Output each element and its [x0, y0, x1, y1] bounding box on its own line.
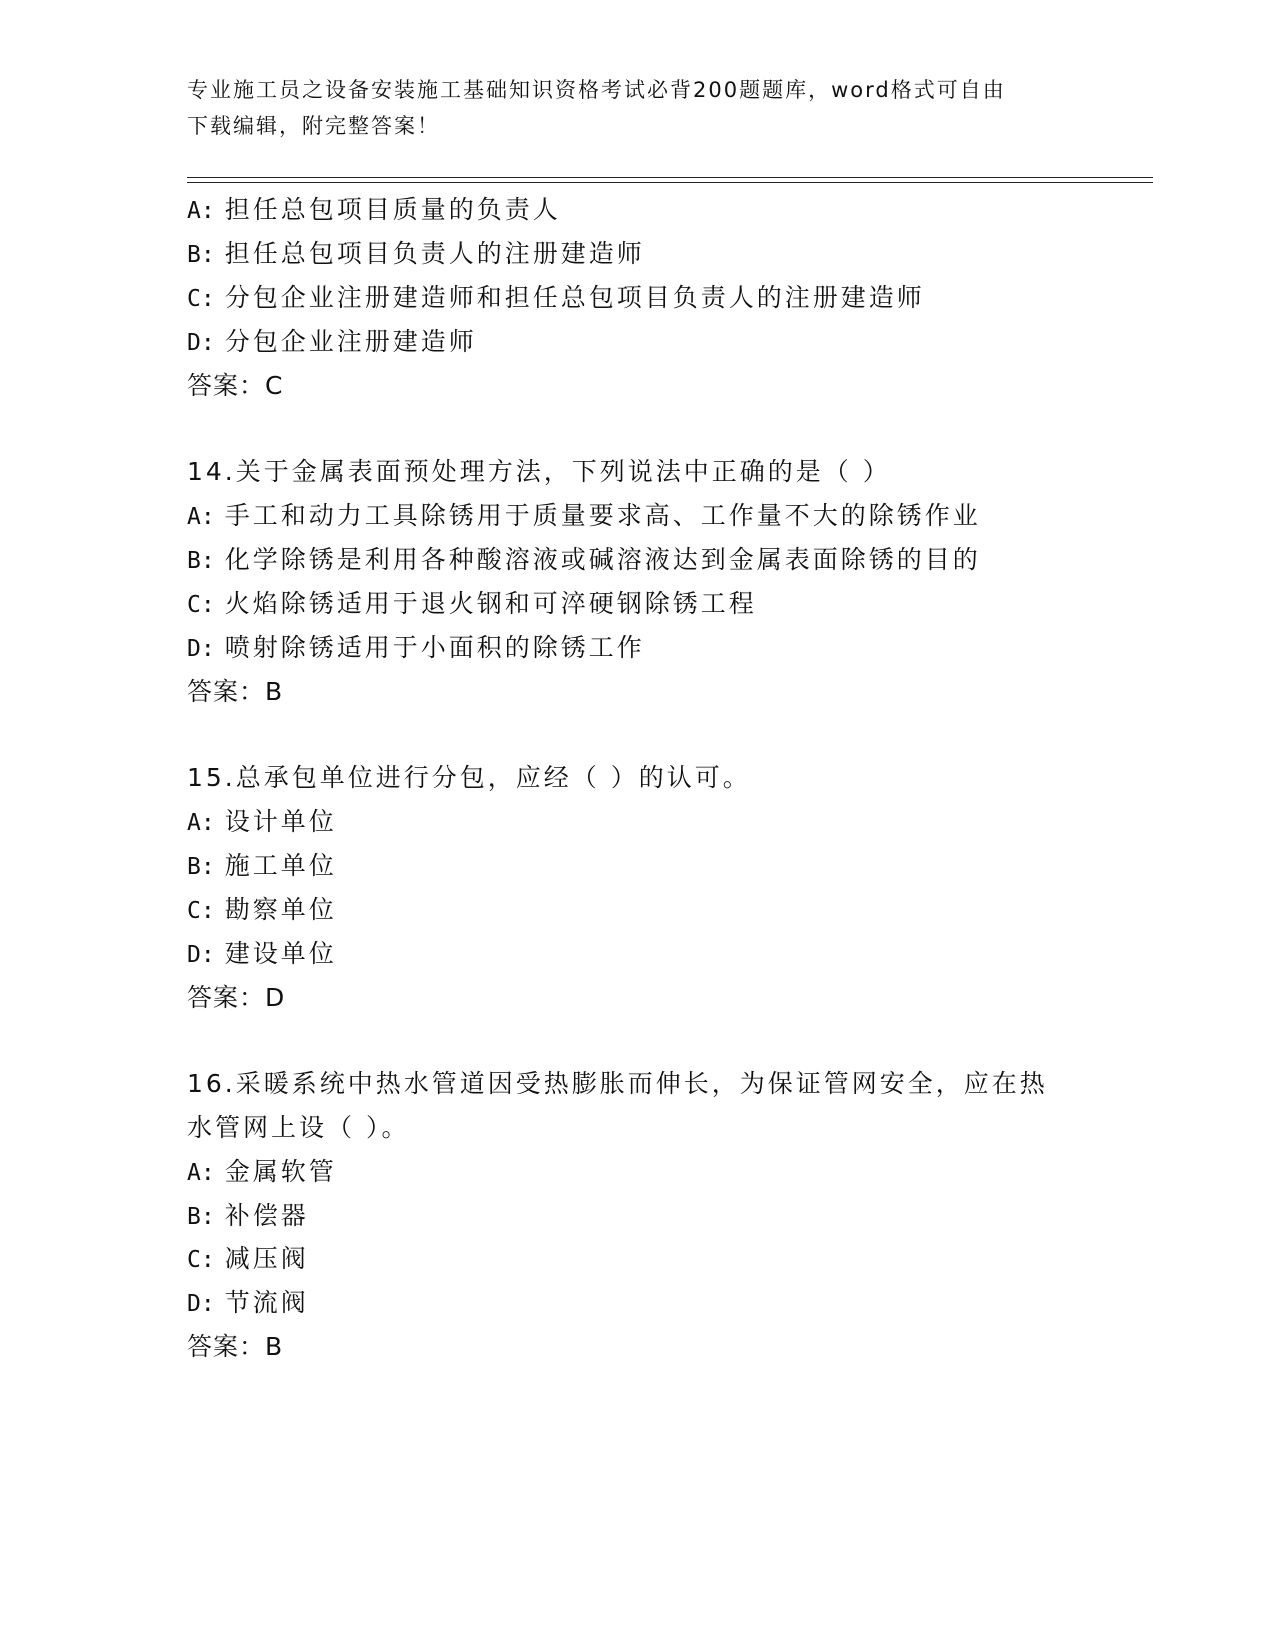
q16-option-d-text: 节流阀	[224, 1288, 309, 1317]
q15-option-b-text: 施工单位	[224, 851, 337, 880]
q14-option-a	[187, 500, 981, 533]
q14-option-c-letter: C:	[187, 592, 215, 618]
q16-option-b-text: 补偿器	[224, 1201, 309, 1230]
q14-option-c	[187, 588, 757, 621]
q15-option-c-letter: C:	[187, 898, 215, 924]
q13-option-c	[187, 282, 925, 315]
q14-option-d-letter: D:	[187, 636, 215, 662]
q15-option-d-text: 建设单位	[224, 939, 337, 968]
q15-option-a	[187, 806, 337, 839]
header-divider-bottom	[187, 182, 1153, 183]
q15-option-c	[187, 894, 337, 927]
q15-option-b	[187, 850, 337, 883]
q16-stem-line-1: 16.采暖系统中热水管道因受热膨胀而伸长，为保证管网安全，应在热	[187, 1069, 1048, 1098]
q15-option-d-letter: D:	[187, 942, 215, 968]
q13-option-a-letter: A:	[187, 198, 215, 224]
q16-stem-line-2: 水管网上设（ ）。	[187, 1113, 410, 1142]
q15-option-b-letter: B:	[187, 854, 215, 880]
q13-option-b-letter: B:	[187, 242, 215, 268]
q15-option-d	[187, 938, 337, 971]
q13-option-b	[187, 238, 645, 271]
q13-option-b-text: 担任总包项目负责人的注册建造师	[224, 239, 645, 268]
q16-answer: 答案：B	[187, 1332, 284, 1361]
header-divider-top	[187, 177, 1153, 178]
q13-option-d	[187, 326, 477, 359]
q13-option-d-text: 分包企业注册建造师	[224, 327, 477, 356]
q14-option-d-text: 喷射除锈适用于小面积的除锈工作	[224, 633, 645, 662]
q14-answer: 答案：B	[187, 677, 284, 706]
q15-answer: 答案：D	[187, 983, 286, 1012]
document-header	[187, 72, 1067, 144]
q16-option-d	[187, 1287, 309, 1320]
q13-option-d-letter: D:	[187, 330, 215, 356]
q15-stem: 15.总承包单位进行分包，应经（ ）的认可。	[187, 763, 751, 792]
q13-option-a	[187, 194, 561, 227]
q16-option-a-text: 金属软管	[224, 1157, 337, 1186]
q16-option-b	[187, 1200, 309, 1233]
q16-option-c-text: 减压阀	[224, 1244, 309, 1273]
header-line-2: 下载编辑，附完整答案！	[187, 114, 440, 138]
q13-option-c-letter: C:	[187, 286, 215, 312]
q14-option-a-letter: A:	[187, 504, 215, 530]
q13-answer: 答案：C	[187, 371, 284, 400]
q16-option-b-letter: B:	[187, 1204, 215, 1230]
q14-option-c-text: 火焰除锈适用于退火钢和可淬硬钢除锈工程	[224, 589, 757, 618]
q16-option-a	[187, 1156, 337, 1189]
q14-option-a-text: 手工和动力工具除锈用于质量要求高、工作量不大的除锈作业	[224, 501, 981, 530]
q13-option-c-text: 分包企业注册建造师和担任总包项目负责人的注册建造师	[224, 283, 925, 312]
q15-option-a-text: 设计单位	[224, 807, 337, 836]
q16-option-a-letter: A:	[187, 1160, 215, 1186]
q15-option-c-text: 勘察单位	[224, 895, 337, 924]
q14-option-b	[187, 544, 981, 577]
q16-option-d-letter: D:	[187, 1291, 215, 1317]
q14-option-d	[187, 632, 645, 665]
q15-option-a-letter: A:	[187, 810, 215, 836]
q16-option-c-letter: C:	[187, 1247, 215, 1273]
q16-option-c	[187, 1243, 309, 1276]
q14-stem: 14.关于金属表面预处理方法，下列说法中正确的是（ ）	[187, 457, 891, 486]
q14-option-b-letter: B:	[187, 548, 215, 574]
header-line-1: 专业施工员之设备安装施工基础知识资格考试必背200题题库，word格式可自由	[187, 78, 1006, 102]
q13-option-a-text: 担任总包项目质量的负责人	[224, 195, 561, 224]
q14-option-b-text: 化学除锈是利用各种酸溶液或碱溶液达到金属表面除锈的目的	[224, 545, 981, 574]
